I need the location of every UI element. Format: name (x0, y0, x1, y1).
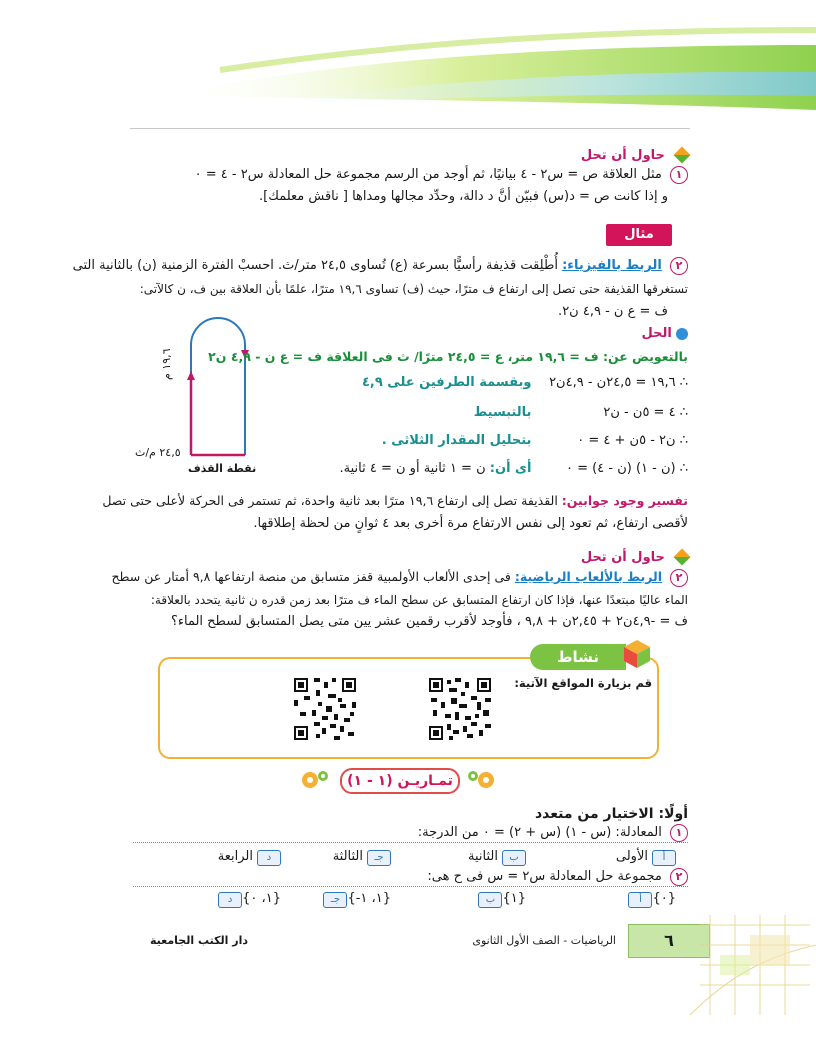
launch-label: نقطة القذف (188, 462, 257, 475)
question-number: ١ (670, 824, 688, 842)
q2-text: ٢ مجموعة حل المعادلة س٢ = س فى ح هى: (133, 868, 688, 887)
cube-icon (622, 638, 652, 670)
example-number: ٢ (670, 257, 688, 275)
interpretation-line2: لأقصى ارتفاع، ثم تعود إلى نفس الارتفاع مرة أخرى بعد ٤ ثوانٍ من لحظة إطلاقها. (253, 516, 688, 531)
solution-dot-icon (676, 328, 688, 340)
q2-choice-c[interactable]: جـ {-١، ١} (319, 890, 391, 908)
diamond-icon (674, 146, 691, 163)
question-number: ٢ (670, 868, 688, 886)
solution-step3: ∴ ن٢ - ٥ن + ٤ = ٠ بتحليل المقدار الثلاثى . (381, 433, 688, 448)
example-title: الربط بالفيزياء: (562, 258, 662, 273)
diamond-icon (674, 548, 691, 565)
mcq-title: أولًا: الاختيار من متعدد (534, 806, 688, 822)
gear-icon (300, 768, 330, 792)
trajectory-path (191, 318, 245, 455)
try-label-1: حاول أن تحل (581, 144, 688, 163)
height-label: ١٩,٦ م (160, 348, 173, 380)
qr-code-icon[interactable] (292, 676, 358, 742)
try2-line3: ف = -٤,٩ن٢ + ٢,٤٥ن + ٩,٨ ، فأوجد لأقرب رقمين عشر يين متى يصل المتسابق لسطح الماء؟ (170, 614, 688, 629)
activity-label: نشاط (530, 644, 626, 670)
example-line3: ف = ع ن - ٤,٩ ن٢. (558, 304, 668, 319)
q1-choice-a[interactable]: أالأولى (616, 848, 676, 866)
solution-step4: ∴ (ن - ١) (ن - ٤) = ٠ أى أن: ن = ١ ثانية أو ن = ٤ ثانية. (339, 461, 688, 476)
header-decoration (0, 0, 816, 135)
solution-substitution: بالتعويض عن: ف = ١٩,٦ متر، ع = ٢٤,٥ مترًا/ ث فى العلاقة ف = ع ن - ٤,٩ ن٢ (208, 349, 688, 364)
activity-box (158, 657, 659, 759)
activity-text: قم بزيارة المواقع الآتية: (514, 676, 652, 690)
example-badge: مثال (606, 224, 672, 246)
q1-choice-c[interactable]: جـالثالثة (333, 848, 391, 866)
qr-code-icon[interactable] (427, 676, 493, 742)
corner-decoration (690, 915, 816, 1056)
example-line1: ٢ الربط بالفيزياء: أُطْلِقت قذيفة رأسيًّا بسرعة (ع) تُساوى ٢٤,٥ متر/ث. احسبْ الفترة الزمنية (ن) بالثانية التى (73, 257, 688, 275)
exercises-header (300, 768, 496, 792)
solution-label: الحل (642, 326, 688, 341)
footer-subject: الرياضيات - الصف الأول الثانوى (472, 934, 616, 947)
q1-choice-b[interactable]: بالثانية (468, 848, 526, 866)
try2-line2: الماء عاليًا مبتعدًا عنها، فإذا كان ارتفاع المتسابق عن سطح الماء ف مترًا بعد زمن قدره ن ثانية يتحدد بالعلاقة: (150, 593, 688, 607)
q1-text: ١ المعادلة: (س - ١) (س + ٢) = ٠ من الدرجة: (133, 824, 688, 843)
solution-step2: ∴ ٤ = ٥ن - ن٢ بالتبسيط (473, 405, 688, 420)
header-swoosh (0, 0, 816, 135)
try1-line1: ١ مثل العلاقة ص = س٢ - ٤ بيانيًا، ثم أوجد من الرسم مجموعة حل المعادلة س٢ - ٤ = ٠ (195, 166, 688, 184)
question-number: ٢ (670, 569, 688, 587)
gear-icon (466, 768, 496, 792)
page-number: ٦ (664, 931, 674, 950)
example-line2: تستغرقها القذيفة حتى تصل إلى ارتفاع ف مترًا، حيث (ف) تساوى ١٩,٦ مترًا، علمًا بأن العلاقة بين ف، ن كالآتى: (139, 282, 688, 296)
footer-publisher: دار الكتب الجامعية (150, 934, 248, 947)
solution-step1: ∴ ١٩,٦ = ٢٤,٥ن - ٤,٩ن٢ وبقسمة الطرفين على ٤,٩ (361, 375, 688, 390)
question-number: ١ (670, 166, 688, 184)
try1-line2: و إذا كانت ص = د(س) فبيّن أنَّ د دالة، وحدِّد مجالها ومداها [ ناقش معلمك]. (259, 189, 668, 204)
exercises-title: تمـاريـن (١ - ١) (340, 768, 460, 794)
header-rule (130, 128, 690, 129)
speed-label: ٢٤,٥ م/ث (135, 446, 181, 459)
q1-choice-d[interactable]: دالرابعة (218, 848, 281, 866)
q2-choice-b[interactable]: ب {١} (474, 890, 526, 908)
try-label-2: حاول أن تحل (581, 546, 688, 565)
q2-choice-d[interactable]: د {١، ٠} (214, 890, 281, 908)
q2-choice-a[interactable]: أ {٠} (624, 890, 676, 908)
try2-line1: ٢ الربط بالألعاب الرياضية: فى إحدى الألعاب الأولمبية قفز متسابق من منصة ارتفاعها ٩,٨ أمتار عن سطح (111, 568, 688, 587)
interpretation-line1: تفسير وجود جوابين: القذيفة تصل إلى ارتفاع ١٩,٦ مترًا بعد ثانية واحدة، ثم تستمر فى الحركة لأعلى حتى تصل (102, 493, 688, 508)
